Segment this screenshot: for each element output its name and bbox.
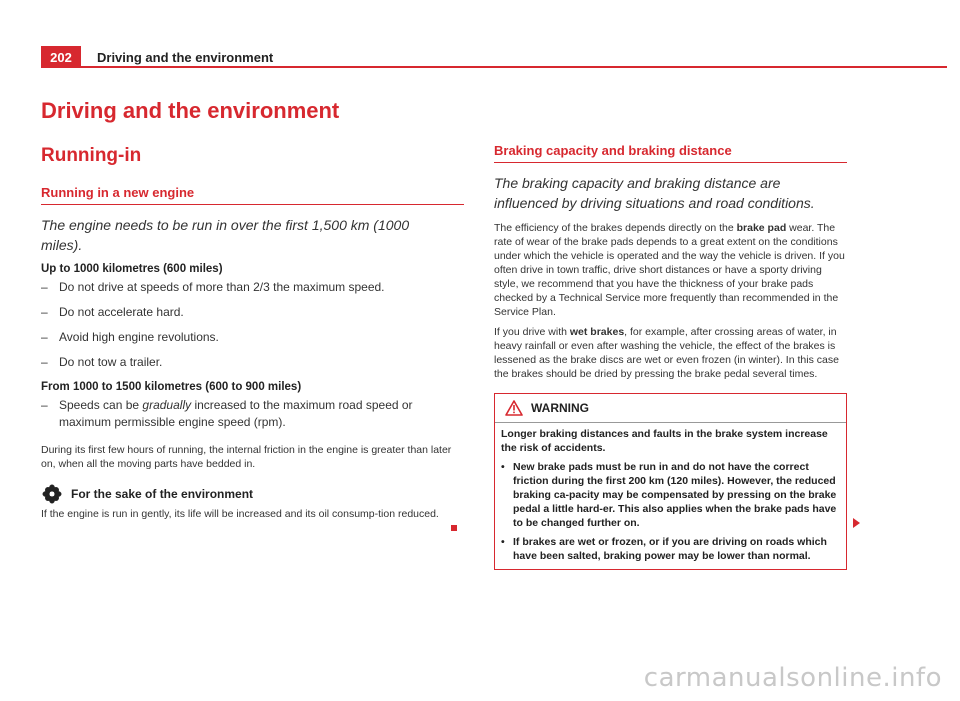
subsection-title-braking: Braking capacity and braking distance	[494, 143, 847, 163]
page-number: 202	[41, 46, 81, 68]
list-item: – Speeds can be gradually increased to the maximum road speed or maximum permissible engine speed (rpm).	[41, 398, 413, 429]
chapter-title: Driving and the environment	[41, 98, 340, 123]
subhead-1000-to-1500: From 1000 to 1500 kilometres (600 to 900 miles)	[41, 381, 302, 393]
subsection-title-running-in: Running in a new engine	[41, 185, 464, 205]
warning-item: • New brake pads must be run in and do not have the correct friction during the first 200 km (120 miles). However, the reduced braking ca-pacity may be compensated by pressing on the brake pedal a little hard-er. This also applies when the brake pads have to be changed further on.	[501, 461, 837, 529]
right-column	[494, 143, 847, 570]
section-title: Running-in	[41, 145, 142, 166]
end-of-section-mark	[451, 525, 457, 531]
running-header: Driving and the environment	[97, 50, 274, 65]
flower-icon	[41, 483, 63, 505]
list-item: – Do not tow a trailer.	[41, 355, 163, 369]
environment-title: For the sake of the environment	[71, 487, 254, 501]
friction-paragraph: During its first few hours of running, the internal friction in the engine is greater than later on, when all the moving parts have bedded in.	[41, 444, 452, 470]
environment-paragraph: If the engine is run in gently, its life will be increased and its oil consump-tion reduced.	[41, 508, 439, 520]
wet-brakes-paragraph: If you drive with wet brakes, for example, after crossing areas of water, in heavy rainfall or even after washing the vehicle, the effect of the brakes is lessened as the brake discs are wet or even frozen (in winter). In this case the brakes should be dried by pressing the brake pedal several times.	[494, 326, 839, 380]
brake-pad-paragraph: The efficiency of the brakes depends directly on the brake pad wear. The rate of wear of the brake pads depends to a great extent on the conditions under which the vehicle is operated and the way the vehicle is driven. If you often drive in town traffic, drive short distances or have a sporty driving style, we recommend that you have the thickness of your brake pads checked by a Technical Service more frequently than recommended in the Service Plan.	[494, 222, 845, 318]
warning-triangle-icon	[505, 400, 523, 416]
warning-box	[494, 393, 847, 570]
warning-intro: Longer braking distances and faults in the brake system increase the risk of accidents.	[501, 428, 828, 454]
subhead-up-to-1000: Up to 1000 kilometres (600 miles)	[41, 263, 223, 275]
list-item: – Do not drive at speeds of more than 2/3 the maximum speed.	[41, 280, 385, 294]
list-item: – Avoid high engine revolutions.	[41, 330, 219, 344]
header-rule	[81, 66, 947, 68]
watermark: carmanualsonline.info	[643, 663, 942, 693]
warning-item: • If brakes are wet or frozen, or if you are driving on roads which have been salted, braking power may be lower than normal.	[501, 536, 827, 562]
left-column	[41, 145, 464, 521]
warning-body	[495, 423, 846, 569]
warning-header	[495, 394, 846, 423]
warning-title: WARNING	[531, 401, 589, 415]
lead-braking: The braking capacity and braking distance are influenced by driving situations and road conditions.	[494, 175, 815, 211]
environment-heading	[41, 483, 464, 505]
list-item: – Do not accelerate hard.	[41, 305, 184, 319]
lead-running-in: The engine needs to be run in over the first 1,500 km (1000 miles).	[41, 217, 410, 253]
continue-arrow-icon	[853, 518, 860, 528]
